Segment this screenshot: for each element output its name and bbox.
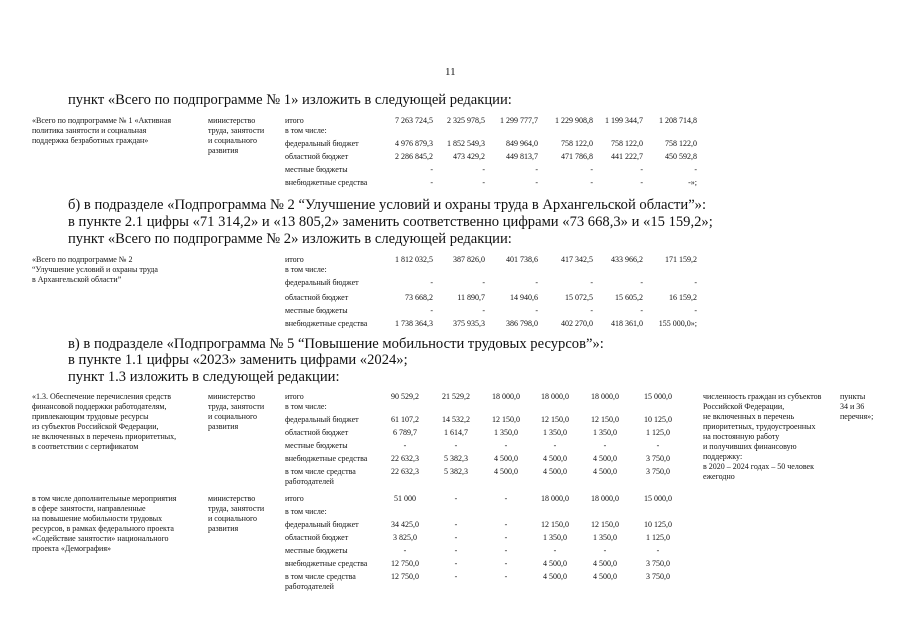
- table-cell-value: -»;: [688, 178, 697, 187]
- t3-points: пункты 34 и 36 перечня»;: [840, 392, 874, 421]
- table-cell-value: -: [590, 306, 593, 315]
- t3-indicator: численность граждан из субъектов Российской Федерации, не включенных в перечень приоритетных, трудоустроенных на постоянную работу и получивших финансовую поддержку: в 2020 – 2024 годах – 50 человек ежегодно: [703, 392, 822, 481]
- t1-executor: министерство труда, занятости и социального развития: [208, 116, 265, 155]
- table-cell-value: -: [504, 559, 508, 568]
- table-cell-value: -: [454, 520, 458, 529]
- instruction-paragraph: в пункте 2.1 цифры «71 314,2» и «13 805,2» заменить соответственно цифрами «73 668,3» и «15 159,2»;: [68, 214, 713, 230]
- table-cell-value: -: [640, 306, 643, 315]
- t3-description: «1.3. Обеспечение перечисления средств финансовой поддержки работодателям, привлекающим трудовые ресурсы из субъектов Российской Федерации, не включенных в перечень приоритетных, в соответствии с сертификатом: [32, 392, 177, 451]
- table-cell-value: 90 529,2: [391, 392, 419, 401]
- table-cell-value: -: [535, 278, 538, 287]
- table-cell-value: 4 976 879,3: [395, 139, 433, 148]
- table-cell-value: -: [640, 178, 643, 187]
- table-cell-value: 1 350,0: [543, 428, 567, 437]
- table-cell-value: 402 270,0: [561, 319, 593, 328]
- table-cell-value: 10 125,0: [644, 415, 672, 424]
- table-cell-value: 471 786,8: [561, 152, 593, 161]
- table-cell-value: -: [640, 278, 643, 287]
- table-cell-value: -: [656, 546, 660, 555]
- table-cell-value: 16 159,2: [669, 293, 697, 302]
- table-cell-value: 4 500,0: [593, 572, 617, 581]
- table-cell-value: 1 350,0: [494, 428, 518, 437]
- table-cell-value: 449 813,7: [506, 152, 538, 161]
- table-cell-value: -: [603, 546, 607, 555]
- table-cell-value: -: [482, 278, 485, 287]
- table-cell-value: -: [454, 441, 458, 450]
- instruction-paragraph: пункт «Всего по подпрограмме № 2» изложить в следующей редакции:: [68, 231, 512, 247]
- table-cell-value: 401 738,6: [506, 255, 538, 264]
- table-cell-value: -: [430, 165, 433, 174]
- table-cell-value: 2 325 978,5: [447, 116, 485, 125]
- table-cell-value: -: [454, 559, 458, 568]
- table-cell-value: -: [403, 441, 407, 450]
- table-cell-value: -: [403, 546, 407, 555]
- table-cell-value: 3 750,0: [646, 559, 670, 568]
- table-cell-value: -: [482, 178, 485, 187]
- table-cell-value: 22 632,3: [391, 467, 419, 476]
- table-cell-value: -: [430, 306, 433, 315]
- table-cell-value: 171 159,2: [665, 255, 697, 264]
- table-cell-value: 73 668,2: [405, 293, 433, 302]
- t4-description: в том числе дополнительные мероприятия в сфере занятости, направленные на повышение мобильности трудовых ресурсов, в рамках федерального проекта «Содействие занятости» национального проекта «Демография»: [32, 494, 177, 553]
- table-cell-value: 15 000,0: [644, 494, 672, 503]
- table-cell-value: -: [482, 306, 485, 315]
- instruction-paragraph: б) в подразделе «Подпрограмма № 2 “Улучшение условий и охраны труда в Архангельской области”»:: [68, 197, 707, 213]
- table-cell-value: 1 350,0: [593, 533, 617, 542]
- table-cell-value: -: [482, 165, 485, 174]
- table-cell-value: 14 940,6: [510, 293, 538, 302]
- table-cell-value: -: [590, 165, 593, 174]
- table-cell-value: 18 000,0: [541, 494, 569, 503]
- table-cell-value: -: [430, 178, 433, 187]
- table-cell-value: 3 825,0: [393, 533, 417, 542]
- table-cell-value: 433 966,2: [611, 255, 643, 264]
- table-cell-value: 15 605,2: [615, 293, 643, 302]
- table-cell-value: 1 208 714,8: [659, 116, 697, 125]
- table-cell-value: 15 000,0: [644, 392, 672, 401]
- table-cell-value: -: [535, 306, 538, 315]
- table-cell-value: 758 122,0: [665, 139, 697, 148]
- t2-description: «Всего по подпрограмме № 2 “Улучшение условий и охраны труда в Архангельской области”: [32, 255, 158, 284]
- table-cell-value: 18 000,0: [492, 392, 520, 401]
- table-cell-value: 10 125,0: [644, 520, 672, 529]
- table-cell-value: -: [504, 441, 508, 450]
- table-cell-value: 1 350,0: [593, 428, 617, 437]
- table-cell-value: 14 532,2: [442, 415, 470, 424]
- table-cell-value: -: [535, 178, 538, 187]
- table-cell-value: -: [603, 441, 607, 450]
- table-cell-value: 1 614,7: [444, 428, 468, 437]
- table-cell-value: 21 529,2: [442, 392, 470, 401]
- table-cell-value: -: [694, 306, 697, 315]
- table-cell-value: 7 263 724,5: [395, 116, 433, 125]
- t3-executor: министерство труда, занятости и социального развития: [208, 392, 265, 431]
- table-cell-value: 1 299 777,7: [500, 116, 538, 125]
- table-cell-value: -: [504, 572, 508, 581]
- table-cell-value: 1 125,0: [646, 533, 670, 542]
- table-cell-value: 758 122,0: [561, 139, 593, 148]
- t1-labels: итого в том числе: федеральный бюджет областной бюджет местные бюджеты внебюджетные средства: [285, 116, 368, 187]
- table-cell-value: 1 812 032,5: [395, 255, 433, 264]
- table-cell-value: -: [504, 533, 508, 542]
- table-cell-value: 4 500,0: [494, 454, 518, 463]
- table-cell-value: 1 199 344,7: [605, 116, 643, 125]
- table-cell-value: -: [590, 178, 593, 187]
- table-cell-value: 61 107,2: [391, 415, 419, 424]
- t4-labels: итого в том числе: федеральный бюджет областной бюджет местные бюджеты внебюджетные средства в том числе средства работодателей: [285, 494, 368, 591]
- table-cell-value: -: [694, 278, 697, 287]
- table-cell-value: 3 750,0: [646, 467, 670, 476]
- t2-labels: итого в том числе: федеральный бюджет областной бюджет местные бюджеты внебюджетные средства: [285, 255, 368, 328]
- table-cell-value: 2 286 845,2: [395, 152, 433, 161]
- table-cell-value: -: [454, 572, 458, 581]
- table-cell-value: -: [553, 546, 557, 555]
- table-cell-value: 4 500,0: [543, 467, 567, 476]
- table-cell-value: 12 750,0: [391, 572, 419, 581]
- page-number: 11: [445, 66, 456, 78]
- table-cell-value: 12 150,0: [591, 415, 619, 424]
- table-cell-value: 3 750,0: [646, 454, 670, 463]
- table-cell-value: 12 150,0: [591, 520, 619, 529]
- table-cell-value: -: [454, 533, 458, 542]
- table-cell-value: 5 382,3: [444, 454, 468, 463]
- table-cell-value: 1 852 549,3: [447, 139, 485, 148]
- table-cell-value: 3 750,0: [646, 572, 670, 581]
- table-cell-value: 849 964,0: [506, 139, 538, 148]
- table-cell-value: 34 425,0: [391, 520, 419, 529]
- instruction-paragraph: в пункте 1.1 цифры «2023» заменить цифрами «2024»;: [68, 352, 408, 368]
- table-cell-value: 758 122,0: [611, 139, 643, 148]
- table-cell-value: 375 935,3: [453, 319, 485, 328]
- table-cell-value: 22 632,3: [391, 454, 419, 463]
- table-cell-value: 12 150,0: [541, 415, 569, 424]
- table-cell-value: 12 150,0: [492, 415, 520, 424]
- t4-executor: министерство труда, занятости и социального развития: [208, 494, 265, 533]
- instruction-paragraph: в) в подразделе «Подпрограмма № 5 “Повышение мобильности трудовых ресурсов”»:: [68, 336, 604, 352]
- table-cell-value: 473 429,2: [453, 152, 485, 161]
- table-cell-value: 4 500,0: [543, 454, 567, 463]
- table-cell-value: 12 750,0: [391, 559, 419, 568]
- table-cell-value: 1 125,0: [646, 428, 670, 437]
- table-cell-value: 4 500,0: [494, 467, 518, 476]
- table-cell-value: 155 000,0»;: [658, 319, 697, 328]
- table-cell-value: 18 000,0: [591, 494, 619, 503]
- table-cell-value: 4 500,0: [593, 467, 617, 476]
- table-cell-value: 18 000,0: [591, 392, 619, 401]
- table-cell-value: -: [640, 165, 643, 174]
- table-cell-value: 4 500,0: [593, 559, 617, 568]
- table-cell-value: 15 072,5: [565, 293, 593, 302]
- table-cell-value: 12 150,0: [541, 520, 569, 529]
- instruction-paragraph: пункт «Всего по подпрограмме № 1» изложить в следующей редакции:: [68, 92, 512, 108]
- table-cell-value: -: [504, 546, 508, 555]
- table-cell-value: -: [504, 494, 508, 503]
- instruction-paragraph: пункт 1.3 изложить в следующей редакции:: [68, 369, 340, 385]
- table-cell-value: -: [430, 278, 433, 287]
- table-cell-value: 387 826,0: [453, 255, 485, 264]
- table-cell-value: -: [590, 278, 593, 287]
- table-cell-value: -: [656, 441, 660, 450]
- table-cell-value: -: [553, 441, 557, 450]
- table-cell-value: 11 890,7: [457, 293, 485, 302]
- table-cell-value: -: [454, 494, 458, 503]
- table-cell-value: 5 382,3: [444, 467, 468, 476]
- table-cell-value: -: [535, 165, 538, 174]
- table-cell-value: 4 500,0: [593, 454, 617, 463]
- table-cell-value: 418 361,0: [611, 319, 643, 328]
- table-cell-value: 4 500,0: [543, 559, 567, 568]
- table-cell-value: 450 592,8: [665, 152, 697, 161]
- table-cell-value: 4 500,0: [543, 572, 567, 581]
- table-cell-value: 1 738 364,3: [395, 319, 433, 328]
- table-cell-value: 51 000: [394, 494, 416, 503]
- table-cell-value: 386 798,0: [506, 319, 538, 328]
- table-cell-value: 6 789,7: [393, 428, 417, 437]
- t3-labels: итого в том числе: федеральный бюджет областной бюджет местные бюджеты внебюджетные средства в том числе средства работодателей: [285, 392, 368, 486]
- table-cell-value: 1 229 908,8: [555, 116, 593, 125]
- table-cell-value: -: [454, 546, 458, 555]
- table-cell-value: -: [504, 520, 508, 529]
- t1-description: «Всего по подпрограмме № 1 «Активная политика занятости и социальная поддержка безработных граждан»: [32, 116, 172, 145]
- table-cell-value: 18 000,0: [541, 392, 569, 401]
- table-cell-value: 417 342,5: [561, 255, 593, 264]
- table-cell-value: 1 350,0: [543, 533, 567, 542]
- table-cell-value: 441 222,7: [611, 152, 643, 161]
- table-cell-value: -: [694, 165, 697, 174]
